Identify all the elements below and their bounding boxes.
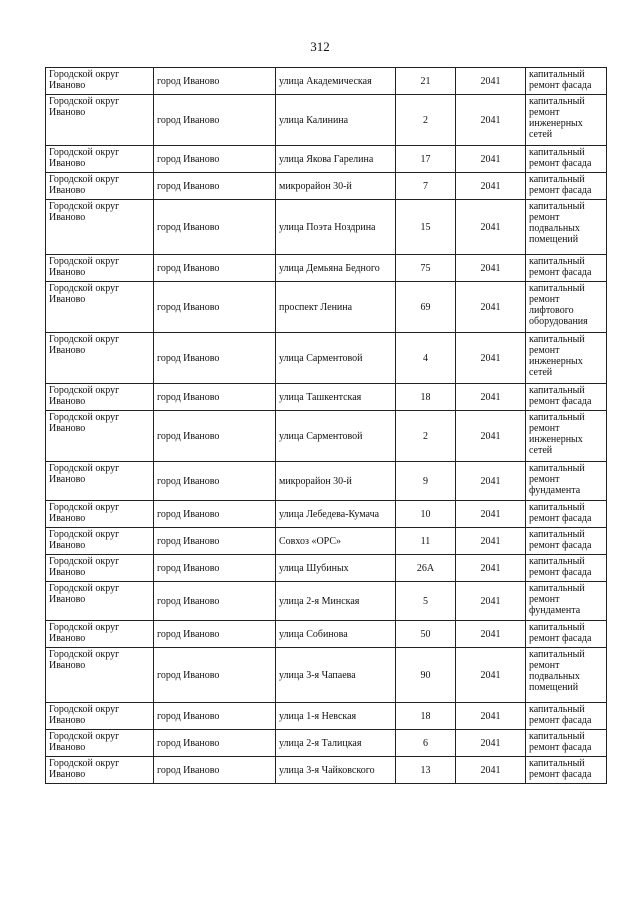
street-cell: улица Якова Гарелина <box>276 146 396 173</box>
house-cell: 5 <box>396 582 456 621</box>
street-cell: проспект Ленина <box>276 282 396 333</box>
year-cell: 2041 <box>456 648 526 703</box>
street-cell: улица 3-я Чайковского <box>276 757 396 784</box>
house-cell: 17 <box>396 146 456 173</box>
year-cell: 2041 <box>456 555 526 582</box>
city-cell: город Иваново <box>154 582 276 621</box>
work-type-cell: капитальный ремонт инженерных сетей <box>526 411 607 462</box>
year-cell: 2041 <box>456 282 526 333</box>
street-cell: улица Шубиных <box>276 555 396 582</box>
year-cell: 2041 <box>456 582 526 621</box>
city-cell: город Иваново <box>154 648 276 703</box>
street-cell: Совхоз «ОРС» <box>276 528 396 555</box>
house-cell: 11 <box>396 528 456 555</box>
district-cell: Городской округ Иваново <box>46 146 154 173</box>
table-row <box>46 648 607 703</box>
year-cell: 2041 <box>456 462 526 501</box>
street-cell: улица Сарментовой <box>276 411 396 462</box>
house-cell: 13 <box>396 757 456 784</box>
work-type-cell: капитальный ремонт фасада <box>526 757 607 784</box>
street-cell: улица Поэта Ноздрина <box>276 200 396 255</box>
city-cell: город Иваново <box>154 501 276 528</box>
street-cell: улица Сарментовой <box>276 333 396 384</box>
table-row <box>46 68 607 95</box>
work-type-cell: капитальный ремонт фасада <box>526 528 607 555</box>
city-cell: город Иваново <box>154 703 276 730</box>
table-row <box>46 730 607 757</box>
street-cell: улица Академическая <box>276 68 396 95</box>
work-type-cell: капитальный ремонт подвальных помещений <box>526 200 607 255</box>
city-cell: город Иваново <box>154 384 276 411</box>
work-type-cell: капитальный ремонт подвальных помещений <box>526 648 607 703</box>
district-cell: Городской округ Иваново <box>46 173 154 200</box>
year-cell: 2041 <box>456 146 526 173</box>
district-cell: Городской округ Иваново <box>46 255 154 282</box>
year-cell: 2041 <box>456 757 526 784</box>
district-cell: Городской округ Иваново <box>46 555 154 582</box>
year-cell: 2041 <box>456 200 526 255</box>
street-cell: улица Калинина <box>276 95 396 146</box>
year-cell: 2041 <box>456 621 526 648</box>
city-cell: город Иваново <box>154 621 276 648</box>
table-row <box>46 621 607 648</box>
house-cell: 2 <box>396 95 456 146</box>
street-cell: улица Ташкентская <box>276 384 396 411</box>
city-cell: город Иваново <box>154 333 276 384</box>
district-cell: Городской округ Иваново <box>46 621 154 648</box>
house-cell: 75 <box>396 255 456 282</box>
city-cell: город Иваново <box>154 146 276 173</box>
table-row <box>46 173 607 200</box>
city-cell: город Иваново <box>154 200 276 255</box>
district-cell: Городской округ Иваново <box>46 95 154 146</box>
district-cell: Городской округ Иваново <box>46 730 154 757</box>
street-cell: микрорайон 30-й <box>276 173 396 200</box>
table-row <box>46 282 607 333</box>
year-cell: 2041 <box>456 333 526 384</box>
year-cell: 2041 <box>456 730 526 757</box>
work-type-cell: капитальный ремонт фасада <box>526 384 607 411</box>
year-cell: 2041 <box>456 703 526 730</box>
work-type-cell: капитальный ремонт фасада <box>526 68 607 95</box>
house-cell: 2 <box>396 411 456 462</box>
house-cell: 69 <box>396 282 456 333</box>
house-cell: 7 <box>396 173 456 200</box>
street-cell: улица 2-я Талицкая <box>276 730 396 757</box>
city-cell: город Иваново <box>154 68 276 95</box>
work-type-cell: капитальный ремонт фасада <box>526 621 607 648</box>
street-cell: микрорайон 30-й <box>276 462 396 501</box>
table-row <box>46 255 607 282</box>
city-cell: город Иваново <box>154 95 276 146</box>
table-row <box>46 528 607 555</box>
city-cell: город Иваново <box>154 555 276 582</box>
city-cell: город Иваново <box>154 462 276 501</box>
table-row <box>46 200 607 255</box>
district-cell: Городской округ Иваново <box>46 703 154 730</box>
year-cell: 2041 <box>456 528 526 555</box>
district-cell: Городской округ Иваново <box>46 757 154 784</box>
house-cell: 90 <box>396 648 456 703</box>
district-cell: Городской округ Иваново <box>46 411 154 462</box>
work-type-cell: капитальный ремонт фасада <box>526 146 607 173</box>
district-cell: Городской округ Иваново <box>46 384 154 411</box>
year-cell: 2041 <box>456 411 526 462</box>
table-row <box>46 757 607 784</box>
work-type-cell: капитальный ремонт лифтового оборудования <box>526 282 607 333</box>
city-cell: город Иваново <box>154 730 276 757</box>
work-type-cell: капитальный ремонт фасада <box>526 703 607 730</box>
table-row <box>46 555 607 582</box>
table-row <box>46 703 607 730</box>
district-cell: Городской округ Иваново <box>46 501 154 528</box>
district-cell: Городской округ Иваново <box>46 200 154 255</box>
table-row <box>46 95 607 146</box>
district-cell: Городской округ Иваново <box>46 528 154 555</box>
house-cell: 9 <box>396 462 456 501</box>
city-cell: город Иваново <box>154 173 276 200</box>
house-cell: 15 <box>396 200 456 255</box>
work-type-cell: капитальный ремонт инженерных сетей <box>526 333 607 384</box>
street-cell: улица 2-я Минская <box>276 582 396 621</box>
street-cell: улица Собинова <box>276 621 396 648</box>
work-type-cell: капитальный ремонт фасада <box>526 173 607 200</box>
house-cell: 18 <box>396 703 456 730</box>
street-cell: улица Лебедева-Кумача <box>276 501 396 528</box>
house-cell: 4 <box>396 333 456 384</box>
district-cell: Городской округ Иваново <box>46 282 154 333</box>
table-row <box>46 146 607 173</box>
year-cell: 2041 <box>456 501 526 528</box>
work-type-cell: капитальный ремонт инженерных сетей <box>526 95 607 146</box>
house-cell: 18 <box>396 384 456 411</box>
work-type-cell: капитальный ремонт фундамента <box>526 462 607 501</box>
street-cell: улица 3-я Чапаева <box>276 648 396 703</box>
street-cell: улица 1-я Невская <box>276 703 396 730</box>
house-cell: 21 <box>396 68 456 95</box>
district-cell: Городской округ Иваново <box>46 462 154 501</box>
city-cell: город Иваново <box>154 528 276 555</box>
house-cell: 50 <box>396 621 456 648</box>
work-type-cell: капитальный ремонт фасада <box>526 501 607 528</box>
house-cell: 6 <box>396 730 456 757</box>
work-type-cell: капитальный ремонт фасада <box>526 555 607 582</box>
year-cell: 2041 <box>456 95 526 146</box>
table-row <box>46 384 607 411</box>
district-cell: Городской округ Иваново <box>46 333 154 384</box>
repair-schedule-table <box>45 67 607 784</box>
house-cell: 10 <box>396 501 456 528</box>
district-cell: Городской округ Иваново <box>46 648 154 703</box>
table-row <box>46 582 607 621</box>
district-cell: Городской округ Иваново <box>46 582 154 621</box>
year-cell: 2041 <box>456 68 526 95</box>
work-type-cell: капитальный ремонт фасада <box>526 255 607 282</box>
street-cell: улица Демьяна Бедного <box>276 255 396 282</box>
year-cell: 2041 <box>456 255 526 282</box>
table-row <box>46 501 607 528</box>
table-row <box>46 411 607 462</box>
work-type-cell: капитальный ремонт фасада <box>526 730 607 757</box>
table-row <box>46 333 607 384</box>
city-cell: город Иваново <box>154 282 276 333</box>
table-row <box>46 462 607 501</box>
city-cell: город Иваново <box>154 411 276 462</box>
city-cell: город Иваново <box>154 255 276 282</box>
work-type-cell: капитальный ремонт фундамента <box>526 582 607 621</box>
district-cell: Городской округ Иваново <box>46 68 154 95</box>
year-cell: 2041 <box>456 173 526 200</box>
city-cell: город Иваново <box>154 757 276 784</box>
year-cell: 2041 <box>456 384 526 411</box>
page-number: 312 <box>310 39 330 54</box>
house-cell: 26А <box>396 555 456 582</box>
